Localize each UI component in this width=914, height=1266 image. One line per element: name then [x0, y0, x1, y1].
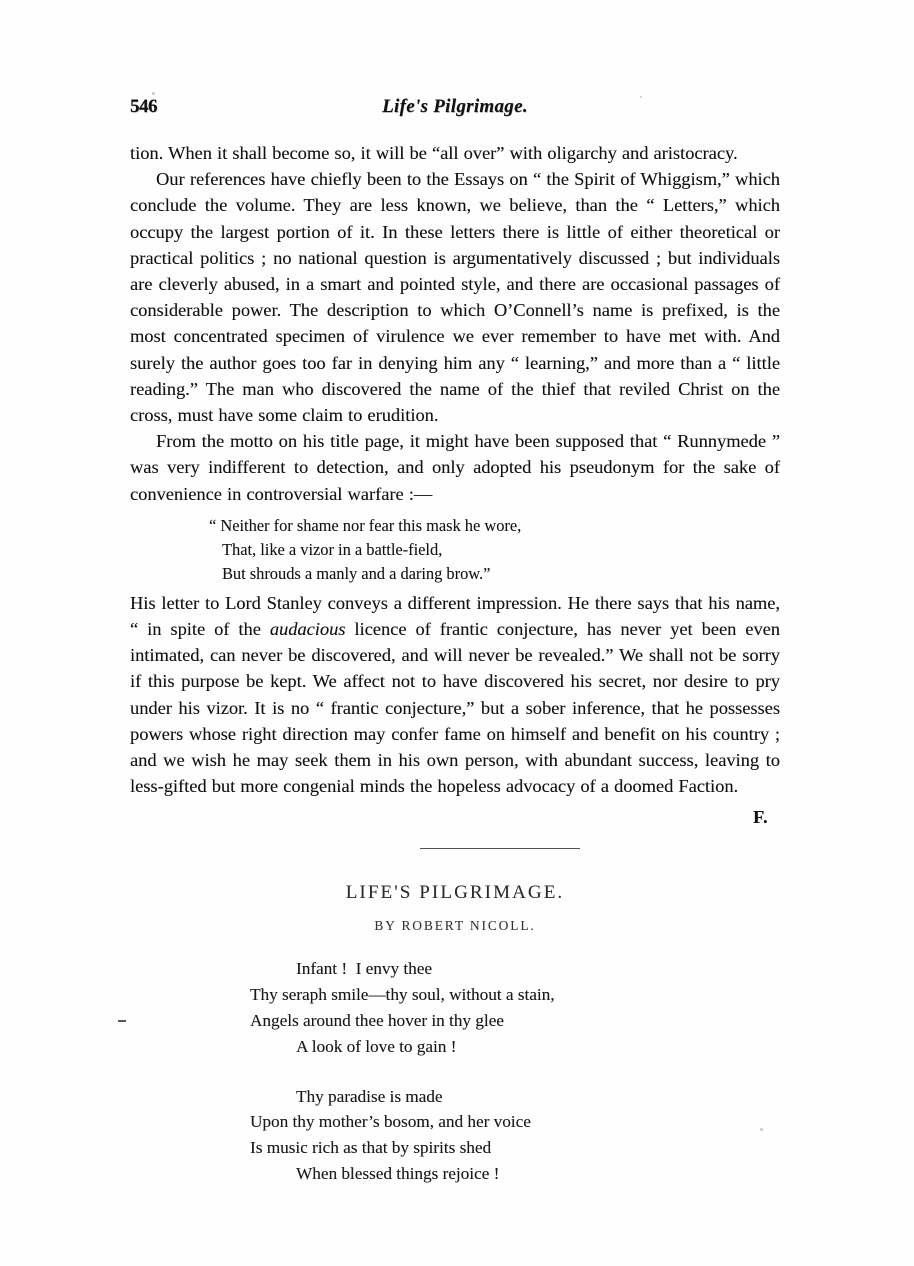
- running-head: [130, 96, 780, 122]
- stanza: [250, 956, 780, 1059]
- verse-quotation: [130, 514, 780, 586]
- verse-line: That, like a vizor in a battle-field,: [222, 539, 443, 559]
- margin-stray-mark: [118, 1020, 126, 1022]
- page-folio-number: 546: [130, 96, 157, 117]
- scan-speck: [760, 1128, 763, 1131]
- scan-speck: [152, 92, 155, 95]
- poem-line: A look of love to gain !: [296, 1036, 457, 1056]
- paragraph-motto: From the motto on his title page, it might have been supposed that “ Runnymede ” was very indifferent to detection, and only adopted his pseudonym for the sake of convenience in controversial warfare :—: [130, 431, 780, 504]
- poem-byline: BY ROBERT NICOLL.: [374, 918, 536, 934]
- verse-line: But shrouds a manly and a daring brow.”: [222, 563, 491, 583]
- poem-line: Thy paradise is made: [296, 1086, 443, 1106]
- section-divider: [130, 842, 780, 856]
- author-signature: F.: [753, 807, 768, 828]
- paragraph-references: Our references have chiefly been to the Essays on “ the Spirit of Whiggism,” which conclude the volume. They are less known, we believe, than the “ Letters,” which occupy the largest portion of it. In these letters there is little of either theoretical or practical politics ; no national question is argumentatively discussed ; but individuals are cleverly abused, in a smart and pointed style, and there are occasional passages of considerable power. The description to which O’Connell’s name is prefixed, is the most concentrated specimen of virulence we ever remember to have met with. And surely the author goes too far in denying him any “ learning,” and more than a “ little reading.” The man who discovered the name of the thief that reviled Christ on the cross, must have some claim to erudition.: [130, 169, 780, 426]
- stanza: [250, 1084, 780, 1187]
- closing-text-before: His letter to Lord Stanley conveys a different impression. He there says that his name, “ in spite of the: [130, 592, 780, 640]
- paragraph-continuation: tion. When it shall become so, it will be “all over” with oligarchy and aristocracy.: [130, 143, 738, 163]
- scan-speck: [640, 96, 642, 98]
- poem-line: Upon thy mother’s bosom, and her voice: [250, 1112, 531, 1132]
- text-column: [130, 140, 780, 1211]
- poem-line: Angels around thee hover in thy glee: [250, 1011, 504, 1031]
- poem-line: When blessed things rejoice !: [296, 1164, 500, 1184]
- poem-line: Thy seraph smile—thy soul, without a stain,: [250, 985, 555, 1005]
- emphasis-audacious: audacious: [269, 619, 346, 640]
- poem-body: [130, 956, 780, 1186]
- poem-line: Infant ! I envy thee: [296, 959, 433, 979]
- paragraph-closing: [130, 590, 780, 800]
- verse-line: “ Neither for shame nor fear this mask he wore,: [209, 515, 522, 535]
- closing-text-after: licence of frantic conjecture, has never yet been even intimated, can never be discovered, and will never be revealed.” We shall not be sorry if this purpose be kept. We affect not to have discovered his secret, nor desire to pry under his vizor. It is no “ frantic conjecture,” but a sober inference, that he possesses powers whose right direction may confer fame on himself and benefit on his country ; and we wish he may seek them in his own person, with abundant success, leaving to less-gifted but more congenial minds the hopeless advocacy of a doomed Faction.: [130, 619, 780, 797]
- divider-rule: [420, 848, 580, 849]
- poem-line: Is music rich as that by spirits shed: [250, 1138, 492, 1158]
- poem-title: LIFE'S PILGRIMAGE.: [345, 882, 565, 904]
- running-head-title: Life's Pilgrimage.: [382, 96, 528, 117]
